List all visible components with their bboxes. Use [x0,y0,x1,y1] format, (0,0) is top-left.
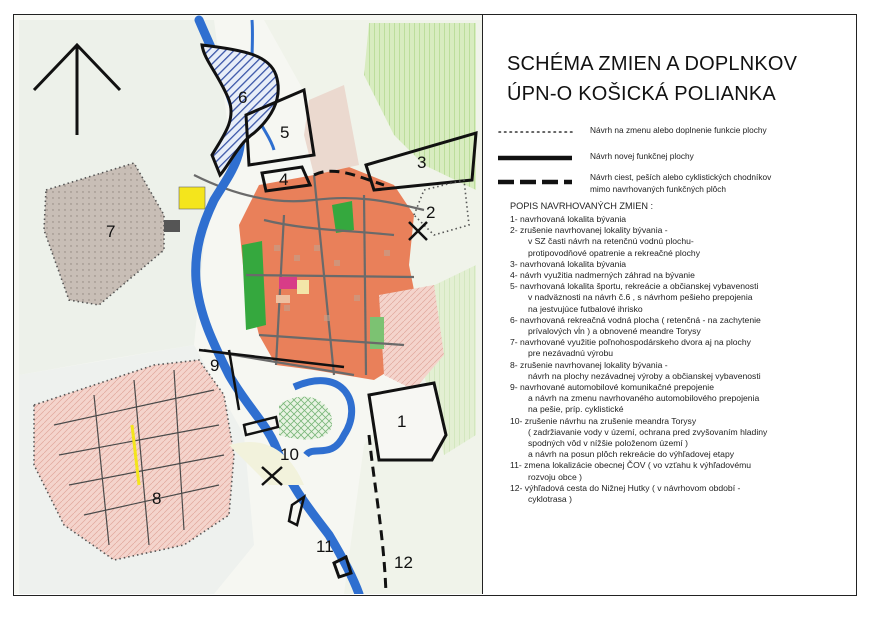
list-item: 7- navrhované využitie poľnohospodárskeho dvora aj na plochy pre nezávadnú výrobu [510,337,751,359]
legend-item [496,171,846,201]
school-building [276,295,290,303]
list-item: 12- výhľadová cesta do Nižnej Hutky ( v návrhovom období - cyklotrasa ) [510,482,741,505]
list-item: 2- zrušenie navrhovanej lokality bývania - v SZ časti návrh na retenčnú vodnú plochu- protipovodňové opatrenie a rekreačné plochy [510,225,700,258]
civic-building [279,277,297,289]
map-label: 5 [280,123,290,142]
map-label: 9 [210,356,220,375]
thick-line-icon [496,155,574,161]
map-label: 1 [397,412,407,431]
map-label: 11 [316,537,334,556]
dotted-line-icon [496,129,574,135]
church-building [297,280,309,294]
map-label: 2 [426,203,436,222]
dashed-line-icon [496,179,574,185]
farm-dark-building [164,220,180,232]
map-canvas [14,15,482,594]
map-label: 10 [280,445,299,464]
list-item: 8- zrušenie navrhovanej lokality bývania - návrh na plochy nezávadnej výroby a občianskej vybavenosti [510,359,761,381]
list-item: 11- zmena lokalizácie obecnej ČOV ( vo vzťahu k výhľadovému rozvoju obce ) [510,460,752,482]
sports-field [242,241,266,330]
list-item: 3- navrhovaná lokalita bývania [510,258,627,269]
figure-frame [13,14,857,596]
changes-list-title: POPIS NAVRHOVANÝCH ZMIEN : [510,201,654,211]
legend-text: Návrh ciest, peších alebo cyklistických chodníkov mimo navrhovaných funkčných plôch [590,172,772,194]
map-label: 8 [152,489,162,508]
map-label: 3 [417,153,427,172]
area-1 [369,383,446,460]
farm-yellow-building [179,187,205,209]
map-label: 12 [394,553,413,572]
legend-text: Návrh novej funkčnej plochy [590,151,694,161]
title-line-1: SCHÉMA ZMIEN A DOPLNKOV [507,53,798,75]
legend-panel [484,15,856,594]
list-item: 6- navrhovaná rekreačná vodná plocha ( retenčná - na zachytenie prívalových vĺn ) a obnovené meandre Torysy [510,314,761,337]
list-item: 10- zrušenie návrhu na zrušenie meandra Torysy ( zadržiavanie vody v území, ochrana pred zvyšovaním hladiny spodných vôd v nížšie položenom území ) a návrh na posun plôch rekreácie do výhľadovej etapy [510,415,768,460]
list-item: 1- navrhovaná lokalita bývania [510,214,627,224]
list-item: 5- navrhovaná lokalita športu, rekreácie a občianskej vybavenosti v nadväznosti na návrh č.6 , s návrhom pešieho prepojenia na jestvujúce futbalové ihrisko [510,281,759,314]
list-item: 4- návrh využitia nadmerných záhrad na bývanie [510,270,695,281]
legend-text: Návrh na zmenu alebo doplnenie funkcie plochy [590,125,767,135]
changes-list [510,214,850,505]
land-use-map [14,15,483,594]
list-item: 9- navrhované automobilové komunikačné prepojenie a návrh na zmenu navrhovaného automobilového prepojenia na pešie, príp. cyklistické [510,382,760,415]
map-label: 4 [279,170,289,189]
map-label: 7 [106,222,116,241]
title-line-2: ÚPN-O KOŠICKÁ POLIANKA [507,83,776,105]
map-label: 6 [238,88,248,107]
